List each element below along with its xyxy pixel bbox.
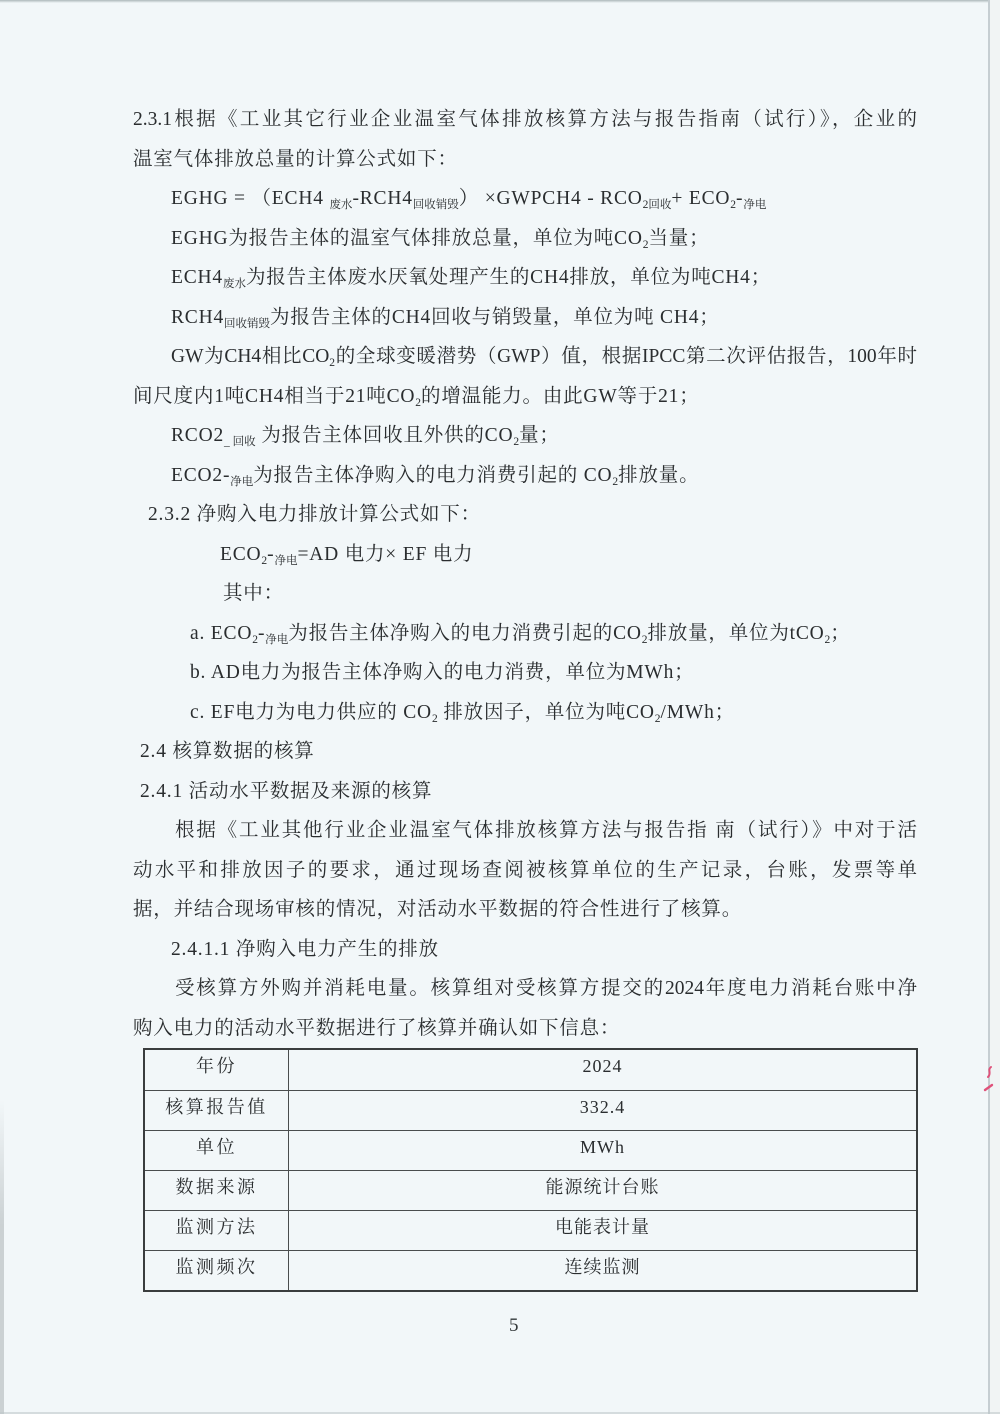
text-segment: - bbox=[257, 622, 266, 644]
formula-subscript: 2 bbox=[654, 712, 661, 725]
formula-eco2-net-power bbox=[133, 535, 917, 575]
text-segment: 2.3.1根据《工业其它行业企业温室气体排放核算方法与报告指南（试行）》，企业的 bbox=[133, 109, 917, 130]
table-row bbox=[145, 1130, 916, 1170]
document-body bbox=[133, 100, 917, 1048]
text-segment: GW为CH4相比CO bbox=[171, 346, 330, 367]
heading-2-4-1-1 bbox=[133, 930, 917, 970]
label-qizhong bbox=[133, 574, 917, 614]
formula-eghg bbox=[133, 179, 917, 219]
text-segment: ； bbox=[830, 622, 851, 644]
text-segment: 其中： bbox=[223, 583, 284, 604]
text-segment: 据，并结合现场审核的情况，对活动水平数据的符合性进行了核算。 bbox=[133, 899, 743, 920]
table-row-label: 数据来源 bbox=[145, 1171, 289, 1210]
text-segment: RCH4 bbox=[171, 306, 225, 328]
text-segment: 排放量，单位为tCO bbox=[647, 622, 825, 644]
table-row-label: 监测频次 bbox=[145, 1251, 289, 1290]
definition-rch4 bbox=[133, 298, 917, 338]
text-segment: EGHG = （ECH4 bbox=[171, 188, 330, 209]
formula-subscript: 2 bbox=[642, 238, 649, 251]
heading-2-3-2 bbox=[133, 495, 917, 535]
formula-subscript: 2 bbox=[612, 475, 619, 488]
text-segment: 为报告主体净购入的电力消费引起的CO bbox=[288, 622, 642, 644]
formula-subscript: 净电 bbox=[230, 475, 254, 488]
formula-subscript: 废水 bbox=[329, 199, 353, 211]
formula-subscript: 净电 bbox=[274, 554, 298, 567]
activity-data-table bbox=[143, 1048, 918, 1292]
table-row-label: 年份 bbox=[145, 1050, 289, 1090]
text-segment: 2.4.1 活动水平数据及来源的核算 bbox=[140, 780, 433, 802]
table-row-value: 332.4 bbox=[579, 1097, 626, 1117]
scan-edge-left bbox=[0, 1100, 4, 1414]
list-item-a bbox=[133, 614, 917, 654]
table-row-label: 单位 bbox=[145, 1131, 289, 1170]
text-segment: EGHG为报告主体的温室气体排放总量，单位为吨CO bbox=[171, 227, 643, 249]
formula-subscript: 2 bbox=[431, 712, 438, 725]
table-row-value: 电能表计量 bbox=[555, 1217, 650, 1237]
formula-subscript: 废水 bbox=[222, 278, 246, 290]
text-segment: 量； bbox=[519, 425, 560, 446]
page-number: 5 bbox=[509, 1315, 519, 1336]
scan-edge-right-area bbox=[990, 0, 1000, 1414]
text-segment: 排放量。 bbox=[618, 464, 700, 486]
text-segment: RCO2 bbox=[171, 425, 225, 446]
text-segment: /MWh； bbox=[660, 701, 735, 723]
table-row-value: MWh bbox=[580, 1137, 625, 1157]
para-2-4-1-line-3 bbox=[133, 890, 917, 930]
text-segment: =AD 电力× EF 电力 bbox=[297, 543, 474, 565]
heading-2-4-1 bbox=[133, 772, 917, 812]
formula-subscript: 2 bbox=[252, 633, 258, 646]
text-segment: b. AD电力为报告主体净购入的电力消费，单位为MWh； bbox=[190, 662, 695, 683]
text-segment: 2.4 核算数据的核算 bbox=[140, 741, 315, 762]
para-2-4-1-1-line-2 bbox=[133, 1009, 917, 1049]
table-row-label: 监测方法 bbox=[145, 1211, 289, 1250]
table-row bbox=[145, 1050, 916, 1090]
text-segment: ECO bbox=[220, 543, 262, 565]
formula-subscript: 净电 bbox=[743, 199, 767, 211]
text-segment: - bbox=[736, 188, 744, 209]
text-segment: 2.3.2 净购入电力排放计算公式如下： bbox=[148, 504, 481, 525]
list-item-c bbox=[133, 693, 917, 733]
text-segment: 间尺度内1吨CH4相当于21吨CO bbox=[133, 385, 416, 407]
formula-subscript: 回收销毁 bbox=[224, 317, 271, 330]
formula-subscript: 回收销毁 bbox=[412, 199, 459, 211]
formula-subscript: 2 bbox=[261, 554, 268, 567]
para-2-3-1-line-1 bbox=[133, 100, 917, 140]
formula-subscript: 2 bbox=[415, 396, 422, 409]
text-segment: 的增温能力。由此GW等于21； bbox=[421, 385, 700, 407]
scan-edge-top bbox=[0, 0, 1000, 3]
table-row bbox=[145, 1090, 916, 1130]
para-2-4-1-line-2 bbox=[133, 851, 917, 891]
text-segment: 根据《工业其他行业企业温室气体排放核算方法与报告指 南（试行）》中对于活 bbox=[175, 820, 917, 841]
table-row bbox=[145, 1250, 916, 1290]
table-row-value: 能源统计台账 bbox=[545, 1177, 660, 1197]
text-segment: c. EF电力为电力供应的 CO bbox=[190, 701, 432, 723]
text-segment: 2.4.1.1 净购入电力产生的排放 bbox=[171, 938, 439, 960]
para-2-4-1-1-line-1 bbox=[133, 969, 917, 1009]
red-pen-mark bbox=[982, 1064, 996, 1105]
definition-gw-line-2 bbox=[133, 377, 917, 417]
definition-eco2 bbox=[133, 456, 917, 496]
formula-subscript: 净电 bbox=[265, 633, 289, 646]
text-segment: 受核算方外购并消耗电量。核算组对受核算方提交的2024年度电力消耗台账中净 bbox=[175, 978, 917, 999]
text-segment: 温室气体排放总量的计算公式如下： bbox=[133, 148, 458, 170]
formula-subscript: 2 bbox=[824, 633, 831, 646]
text-segment: 为报告主体净购入的电力消费引起的 CO bbox=[253, 464, 613, 486]
text-segment: ） ×GWPCH4 - RCO bbox=[458, 188, 643, 209]
list-item-b bbox=[133, 653, 917, 693]
text-segment: 购入电力的活动水平数据进行了核算并确认如下信息： bbox=[133, 1017, 621, 1039]
formula-subscript: 2 bbox=[513, 436, 520, 448]
text-segment: + ECO bbox=[671, 188, 731, 209]
para-2-4-1-line-1 bbox=[133, 811, 917, 851]
text-segment: 排放因子，单位为吨CO bbox=[437, 701, 655, 723]
text-segment: ECH4 bbox=[171, 267, 223, 288]
formula-subscript: 2 bbox=[329, 357, 336, 369]
table-row bbox=[145, 1170, 916, 1210]
table-row-label: 核算报告值 bbox=[145, 1091, 289, 1130]
text-segment: - bbox=[267, 543, 275, 565]
definition-gw-line-1 bbox=[133, 337, 917, 377]
para-2-3-1-line-2 bbox=[133, 140, 917, 180]
text-segment: 为报告主体的CH4回收与销毁量，单位为吨 CH4； bbox=[270, 306, 720, 328]
definition-ech4 bbox=[133, 258, 917, 298]
scan-edge-right-line bbox=[988, 0, 990, 1414]
formula-subscript: 2 bbox=[641, 633, 648, 646]
table-row-value: 连续监测 bbox=[564, 1257, 641, 1277]
text-segment: a. ECO bbox=[190, 622, 253, 644]
table-row bbox=[145, 1210, 916, 1250]
text-segment: 为报告主体废水厌氧处理产生的CH4排放，单位为吨CH4； bbox=[245, 267, 772, 288]
table-row-value: 2024 bbox=[582, 1056, 623, 1076]
text-segment: ECO2- bbox=[171, 464, 231, 486]
text-segment: 的全球变暖潜势（GWP）值，根据IPCC第二次评估报告，100年时 bbox=[335, 346, 918, 367]
formula-subscript: _ 回收 bbox=[224, 436, 256, 448]
heading-2-4 bbox=[133, 732, 917, 772]
definition-rco2 bbox=[133, 416, 917, 456]
text-segment: -RCH4 bbox=[352, 188, 413, 209]
definition-eghg bbox=[133, 219, 917, 259]
formula-subscript: 2 bbox=[730, 199, 737, 211]
formula-subscript: 2回收 bbox=[642, 199, 672, 211]
text-segment: 为报告主体回收且外供的CO bbox=[255, 425, 514, 446]
text-segment: 当量； bbox=[648, 227, 710, 249]
text-segment: 动水平和排放因子的要求，通过现场查阅被核算单位的生产记录，台账，发票等单 bbox=[133, 859, 917, 881]
